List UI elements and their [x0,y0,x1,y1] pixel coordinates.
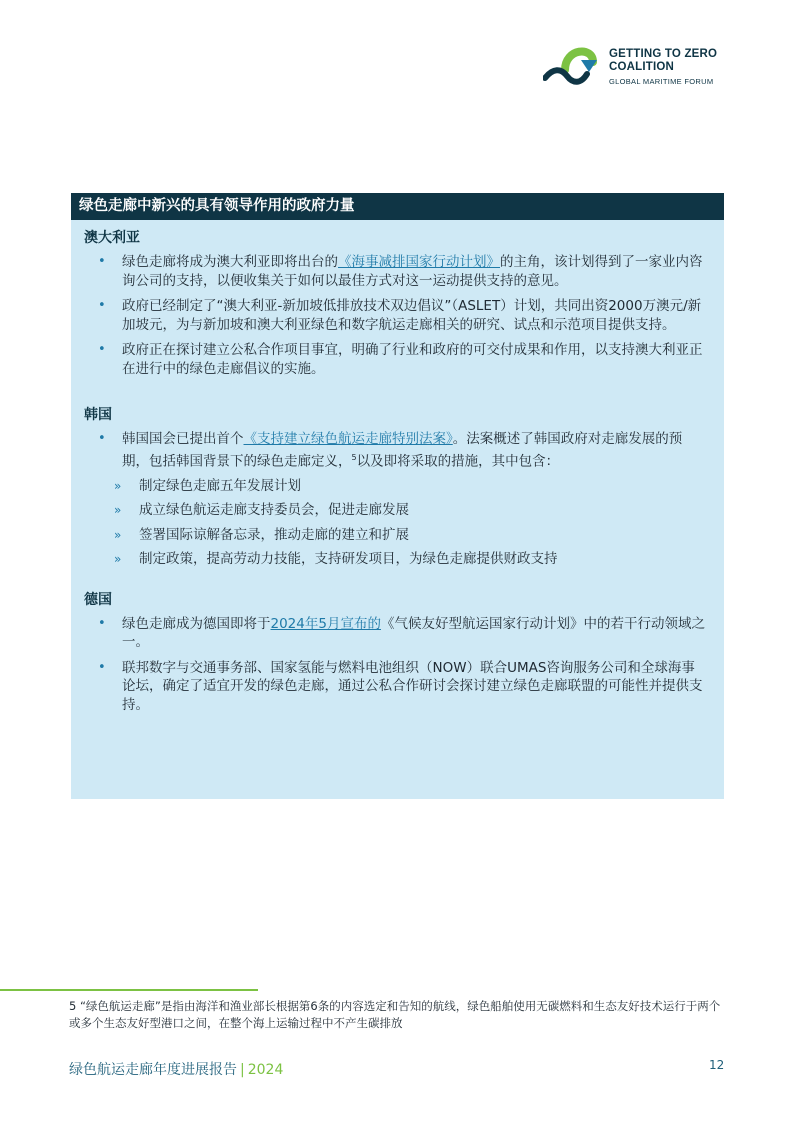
list-item [84,341,708,378]
sub-list-item [84,477,708,496]
section-title-australia: 澳大利亚 [84,230,140,246]
item-text: 联邦数字与交通事务部、国家氢能与燃料电池组织（NOW）联合UMAS咨询服务公司和全球海事论坛，确定了适宜开发的绿色走廊，通过公私合作研讨会探讨建立绿色走廊联盟的可能性并提供支持。 [122,659,703,713]
item-text: 的主角，该计划得到了一家业内咨询公司的支持，以便收集关于如何以最佳方式对这一运动提供支持的意见。 [122,254,703,289]
item-text: 韩国国会已提出首个 [122,431,244,447]
list-item [84,253,708,290]
green-corridor-act-link[interactable]: 《支持建立绿色航运走廊特别法案》 [243,431,453,447]
bullet-icon: • [98,298,106,313]
item-text: 绿色走廊成为德国即将于 [122,615,271,632]
footer-report-title [69,1059,283,1079]
germany-list [84,615,708,715]
chevron-icon: » [114,478,122,493]
sub-list-item [84,550,708,569]
australia-list [84,253,708,378]
maritime-emissions-plan-link[interactable]: 《海事减排国家行动计划》 [338,254,500,270]
section-title-germany: 德国 [84,591,112,608]
page-number: 12 [709,1058,725,1072]
item-text: 绿色走廊将成为澳大利亚即将出台的 [122,254,338,270]
sub-item-text: 制定绿色走廊五年发展计划 [139,477,301,494]
korea-sub-list [84,477,708,569]
getting-to-zero-logo [543,42,743,92]
section-title-korea: 韩国 [84,407,112,423]
sub-list-item [84,501,708,520]
sub-item-text: 制定政策，提高劳动力技能，支持研发项目，为绿色走廊提供财政支持 [139,551,558,567]
chevron-icon: » [114,527,122,542]
may-2024-announcement-link[interactable]: 2024年5月宣布的 [270,615,381,632]
footer-title-text: 绿色航运走廊年度进展报告 [69,1062,237,1078]
list-item [84,659,708,715]
sub-list-item [84,526,708,545]
chevron-icon: » [114,503,122,517]
coalition-logo-icon [543,42,603,88]
logo-line-2: COALITION [609,61,675,73]
item-text: 政府正在探讨建立公私合作项目事宜，明确了行业和政府的可交付成果和作用，以支持澳大利亚正在进行中的绿色走廊倡议的实施。 [122,342,703,377]
item-text: 《气候友好型航运国家行动计划》中的若干行动领域之一。 [122,615,705,650]
item-text: 。法案概述了韩国政府对走廊发展的预期，包括韩国背景下的绿色走廊定义， [122,431,683,469]
government-leadership-box [71,193,724,799]
logo-line-1: GETTING TO ZERO [609,48,718,60]
bullet-icon: • [98,659,106,675]
bullet-icon: • [98,615,106,631]
footnote: 5 “绿色航运走廊”是指由海洋和渔业部长根据第6条的内容选定和告知的航线，绿色船舶使用无碳燃料和生态友好技术运行于两个或多个生态友好型港口之间，在整个海上运输过程中不产生碳排放 [69,999,721,1030]
korea-list [84,430,708,569]
list-item [84,297,708,334]
footer-separator: | [240,1062,245,1078]
footer-year: 2024 [247,1062,284,1078]
bullet-icon: • [98,254,106,269]
item-text: 以及即将采取的措施，其中包含： [356,453,560,469]
bullet-icon: • [98,342,106,357]
chevron-icon: » [114,552,122,566]
footnote-divider [0,989,258,991]
item-text: 政府已经制定了“澳大利亚-新加坡低排放技术双边倡议”（ASLET）计划，共同出资2000万澳元/新加坡元，为与新加坡和澳大利亚绿色和数字航运走廊相关的研究、试点和示范项目提供支持。 [122,298,702,333]
bullet-icon: • [98,431,106,446]
box-title: 绿色走廊中新兴的具有领导作用的政府力量 [71,193,724,220]
list-item [84,615,708,652]
list-item [84,430,708,569]
logo-line-3: GLOBAL MARITIME FORUM [609,77,714,86]
footnote-ref: 5 [351,452,357,462]
sub-item-text: 成立绿色航运走廊支持委员会，促进走廊发展 [139,502,409,518]
sub-item-text: 签署国际谅解备忘录，推动走廊的建立和扩展 [139,526,409,543]
